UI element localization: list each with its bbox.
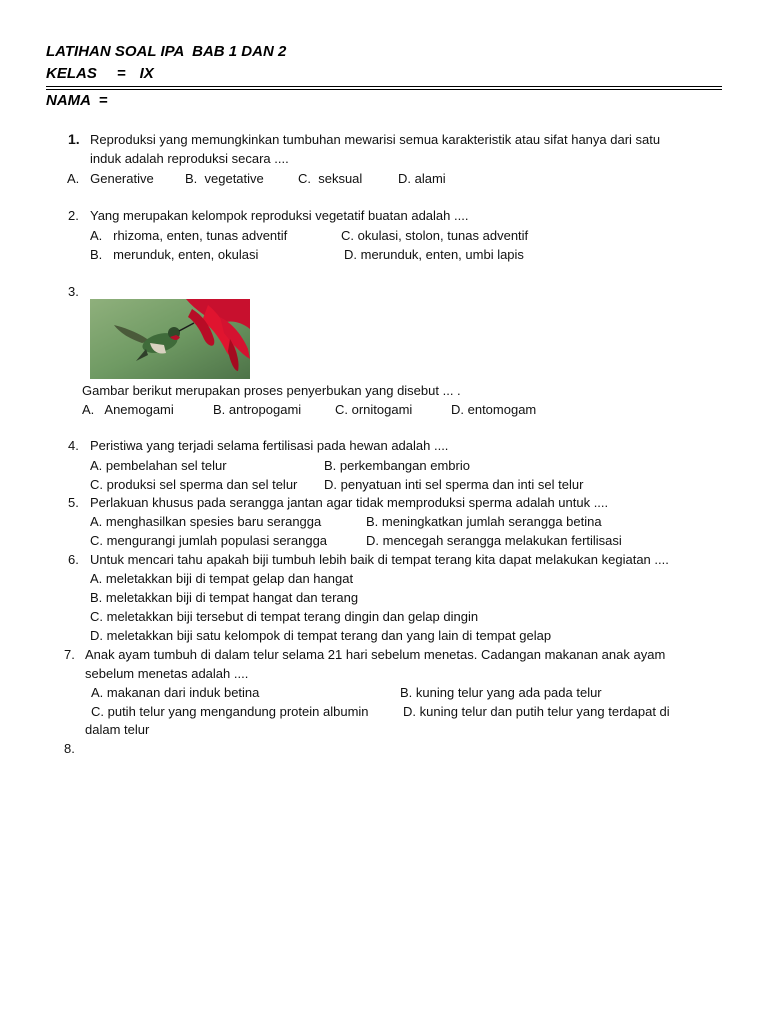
question-5-text: Perlakuan khusus pada serangga jantan agar tidak memproduksi sperma adalah untuk .... xyxy=(90,495,609,510)
question-5-option-a: A. menghasilkan spesies baru serangga xyxy=(90,514,322,529)
worksheet-title: LATIHAN SOAL IPA BAB 1 DAN 2 xyxy=(46,43,287,60)
question-5-option-c: C. mengurangi jumlah populasi serangga xyxy=(90,533,328,548)
question-4-option-a: A. pembelahan sel telur xyxy=(90,458,227,473)
question-6-option-d: D. meletakkan biji satu kelompok di tempat terang dan yang lain di tempat gelap xyxy=(90,628,552,643)
class-line xyxy=(46,65,154,82)
question-7-option-b: B. kuning telur yang ada pada telur xyxy=(400,685,602,700)
question-1-text-line2: induk adalah reproduksi secara .... xyxy=(90,151,289,166)
question-1-option-d: D. alami xyxy=(398,171,446,186)
question-6-number: 6. xyxy=(68,552,79,567)
header-rule-top xyxy=(46,86,722,87)
question-5-option-d: D. mencegah serangga melakukan fertilisasi xyxy=(366,533,622,548)
question-8-number: 8. xyxy=(64,741,75,756)
question-2-option-b: B. merunduk, enten, okulasi xyxy=(90,247,259,262)
hummingbird-flower-image xyxy=(90,299,250,379)
question-2-option-c: C. okulasi, stolon, tunas adventif xyxy=(341,228,529,243)
class-separator: = xyxy=(116,65,126,82)
question-3-option-b: B. antropogami xyxy=(213,402,302,417)
header-rule-bottom xyxy=(46,89,722,90)
question-1-option-a: A. Generative xyxy=(67,171,154,186)
class-value: IX xyxy=(139,65,154,82)
question-3-text: Gambar berikut merupakan proses penyerbukan yang disebut ... . xyxy=(82,383,461,398)
question-7-text-line2: sebelum menetas adalah .... xyxy=(85,666,249,681)
question-3-number: 3. xyxy=(68,284,79,299)
question-6-option-a: A. meletakkan biji di tempat gelap dan hangat xyxy=(90,571,354,586)
question-3-option-a: A. Anemogami xyxy=(82,402,174,417)
question-1-number: 1. xyxy=(68,131,80,147)
hummingbird-flower-illustration xyxy=(90,299,250,379)
question-7-text-line1: Anak ayam tumbuh di dalam telur selama 21 hari sebelum menetas. Cadangan makanan anak ayam xyxy=(85,647,666,662)
question-1-option-b: B. vegetative xyxy=(185,171,264,186)
name-field-label: NAMA = xyxy=(46,92,108,109)
question-2-option-a: A. rhizoma, enten, tunas adventif xyxy=(90,228,288,243)
question-4-option-c: C. produksi sel sperma dan sel telur xyxy=(90,477,298,492)
question-6-text: Untuk mencari tahu apakah biji tumbuh lebih baik di tempat terang kita dapat melakukan kegiatan .... xyxy=(90,552,669,567)
question-7-number: 7. xyxy=(64,647,75,662)
question-7-option-d-line1: D. kuning telur dan putih telur yang terdapat di xyxy=(403,704,670,719)
question-4-option-d: D. penyatuan inti sel sperma dan inti sel telur xyxy=(324,477,584,492)
question-3-option-c: C. ornitogami xyxy=(335,402,413,417)
question-7-option-c: C. putih telur yang mengandung protein albumin xyxy=(91,704,369,719)
question-2-option-d: D. merunduk, enten, umbi lapis xyxy=(344,247,524,262)
question-7-option-a: A. makanan dari induk betina xyxy=(91,685,260,700)
question-6-option-b: B. meletakkan biji di tempat hangat dan terang xyxy=(90,590,359,605)
question-5-option-b: B. meningkatkan jumlah serangga betina xyxy=(366,514,602,529)
class-label: KELAS xyxy=(46,65,97,82)
question-2-text: Yang merupakan kelompok reproduksi vegetatif buatan adalah .... xyxy=(90,208,469,223)
question-4-number: 4. xyxy=(68,438,79,453)
question-1-option-c: C. seksual xyxy=(298,171,363,186)
question-4-text: Peristiwa yang terjadi selama fertilisasi pada hewan adalah .... xyxy=(90,438,449,453)
question-3-option-d: D. entomogam xyxy=(451,402,537,417)
question-6-option-c: C. meletakkan biji tersebut di tempat terang dingin dan gelap dingin xyxy=(90,609,479,624)
question-7-option-d-line2: dalam telur xyxy=(85,722,150,737)
question-4-option-b: B. perkembangan embrio xyxy=(324,458,470,473)
question-2-number: 2. xyxy=(68,208,79,223)
question-1-text-line1: Reproduksi yang memungkinkan tumbuhan mewarisi semua karakteristik atau sifat hanya dari satu xyxy=(90,132,661,147)
question-5-number: 5. xyxy=(68,495,79,510)
